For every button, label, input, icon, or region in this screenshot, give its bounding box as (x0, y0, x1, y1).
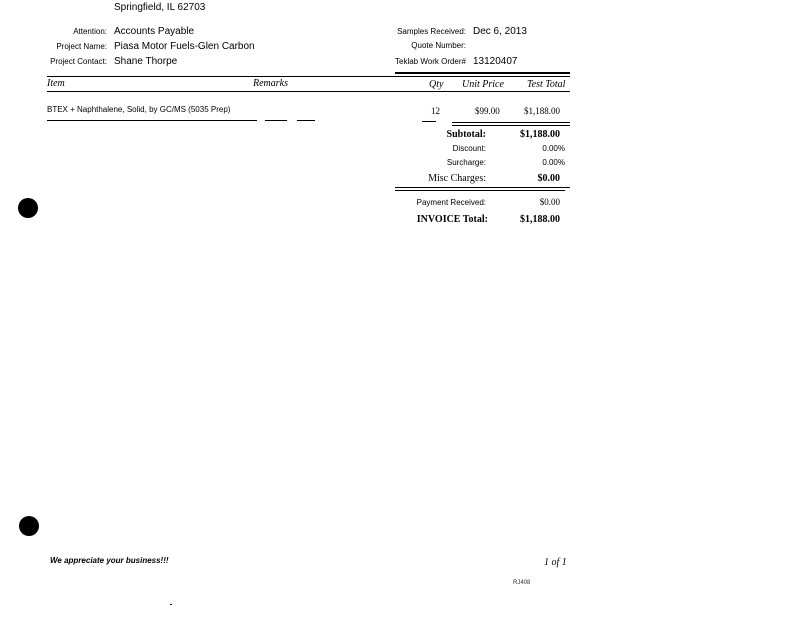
misc-charges-value: $0.00 (537, 173, 560, 184)
col-header-item: Item (47, 78, 65, 89)
discount-value: 0.00% (542, 144, 565, 153)
page-number: 1 of 1 (544, 557, 567, 568)
project-name-label: Project Name: (56, 42, 107, 51)
row-underline (47, 120, 257, 121)
col-header-unit-price: Unit Price (462, 79, 504, 90)
binder-hole-bottom (19, 516, 39, 536)
table-row (47, 104, 570, 118)
samples-received-value: Dec 6, 2013 (473, 26, 527, 37)
total-double-rule-bottom (395, 190, 565, 191)
payment-received-label: Payment Received: (416, 198, 486, 207)
misc-charges-label: Misc Charges: (428, 173, 486, 184)
payment-received-value: $0.00 (539, 197, 560, 207)
project-name-value: Piasa Motor Fuels-Glen Carbon (114, 41, 255, 52)
attention-value: Accounts Payable (114, 26, 195, 37)
work-order-label: Teklab Work Order# (395, 57, 466, 66)
total-double-rule-top (395, 187, 570, 188)
attention-label: Attention: (73, 27, 107, 36)
quote-number-label: Quote Number: (411, 41, 466, 50)
header-rule-bottom (47, 91, 570, 92)
totals-rule (452, 122, 570, 123)
col-header-remarks: Remarks (253, 78, 288, 89)
samples-received-label: Samples Received: (397, 27, 466, 36)
header-rule-thin (47, 76, 570, 77)
subtotal-value: $1,188.00 (520, 129, 560, 140)
project-contact-value: Shane Thorpe (114, 56, 178, 67)
row-test-total: $1,188.00 (524, 106, 560, 116)
row-underline-seg (422, 121, 436, 122)
header-rule-top (395, 72, 570, 74)
col-header-test-total: Test Total (527, 79, 566, 90)
row-underline-seg (297, 120, 315, 121)
binder-hole-top (18, 198, 38, 218)
scan-mark (170, 604, 172, 605)
col-header-qty: Qty (429, 79, 444, 90)
subtotal-label: Subtotal: (446, 129, 486, 140)
row-qty: 12 (431, 106, 440, 116)
discount-label: Discount: (452, 144, 486, 153)
form-code: RJ408 (513, 580, 531, 586)
address-line: Springfield, IL 62703 (114, 2, 206, 13)
totals-rule (452, 125, 570, 126)
thank-you-note: We appreciate your business!!! (50, 556, 169, 565)
work-order-value: 13120407 (473, 56, 518, 67)
row-item: BTEX + Naphthalene, Solid, by GC/MS (5035 Prep) (47, 105, 231, 114)
project-contact-label: Project Contact: (50, 57, 107, 66)
surcharge-value: 0.00% (542, 158, 565, 167)
surcharge-label: Surcharge: (446, 158, 486, 167)
row-unit-price: $99.00 (475, 106, 500, 116)
invoice-total-label: INVOICE Total: (416, 214, 488, 225)
row-underline-seg (265, 120, 287, 121)
invoice-total-value: $1,188.00 (520, 214, 560, 225)
